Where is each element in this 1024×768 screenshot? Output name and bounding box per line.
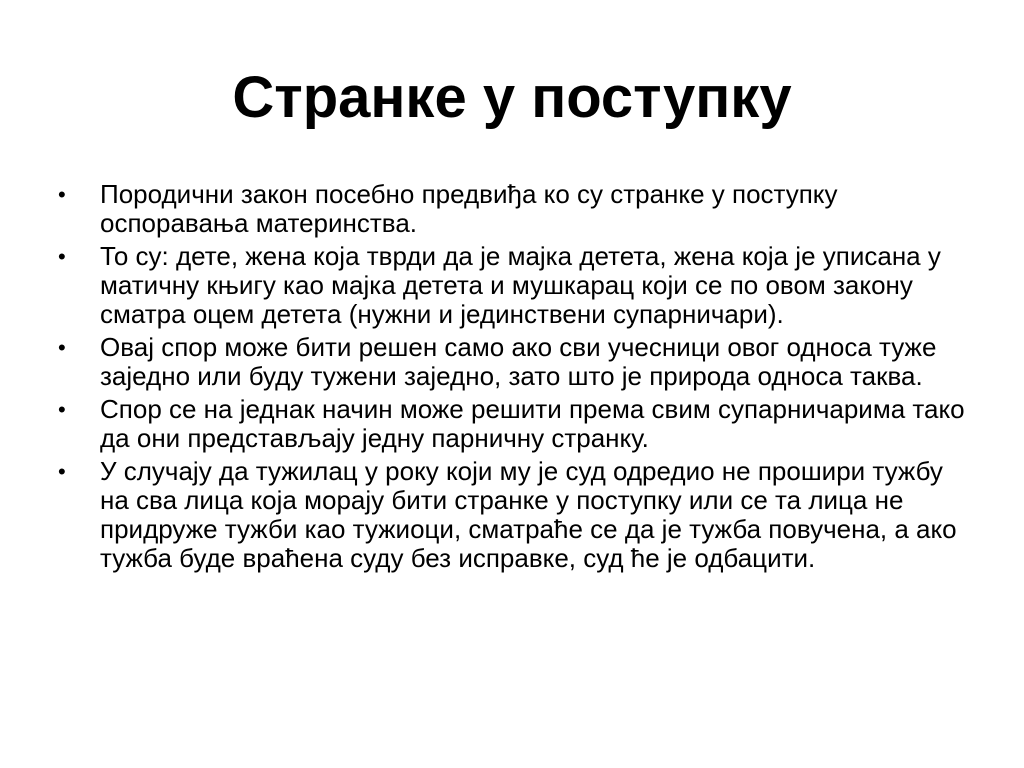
bullet-text: То су: дете, жена која тврди да је мајка детета, жена која је уписана у матичну књигу као мајка детета и мушкарац који се по овом закону сматра оцем детета (нужни и јединствени супарничари). [100, 241, 941, 329]
bullet-item [56, 457, 976, 573]
bullet-dot-icon: • [58, 182, 66, 207]
bullet-dot-icon: • [58, 335, 66, 360]
bullet-item [56, 333, 976, 391]
bullet-dot-icon: • [58, 244, 66, 269]
bullet-item [56, 242, 976, 329]
bullet-list [56, 180, 976, 577]
bullet-text: У случају да тужилац у року који му је суд одредио не прошири тужбу на сва лица која морају бити странке у поступку или се та лица не придруже тужби као тужиоци, сматраће се да је тужба повучена, а ако тужба буде враћена суду без исправке, суд ће је одбацити. [100, 456, 957, 573]
slide-title: Странке у поступку [232, 65, 792, 130]
bullet-text: Овај спор може бити решен само ако сви учесници овог односа туже заједно или буду тужени заједно, зато што је природа односа таква. [100, 332, 937, 391]
bullet-text: Породични закон посебно предвиђа ко су странке у поступку оспоравања материнства. [100, 179, 838, 238]
bullet-text: Спор се на једнак начин може решити према свим супарничарима тако да они представљају једну парничну странку. [100, 394, 965, 453]
bullet-dot-icon: • [58, 397, 66, 422]
bullet-item [56, 395, 976, 453]
bullet-item [56, 180, 976, 238]
bullet-dot-icon: • [58, 459, 66, 484]
